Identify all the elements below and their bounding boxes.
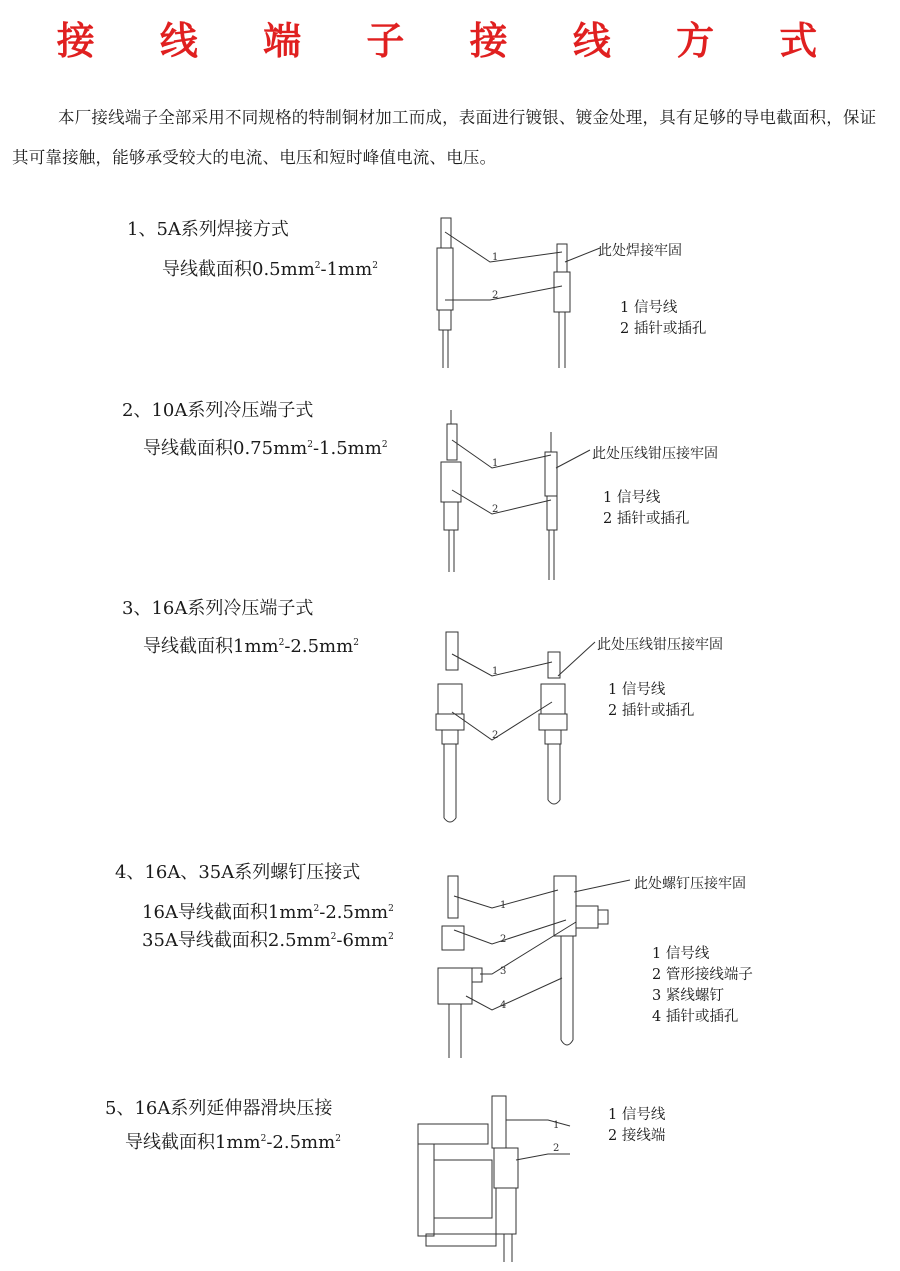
legend-item: 2 管形接线端子 xyxy=(652,967,753,983)
callout-1: 1 xyxy=(492,252,499,263)
legend-item: 3 紧线螺钉 xyxy=(652,988,724,1004)
figure-2-10a-crimp xyxy=(441,410,590,580)
section-2-note: 此处压线钳压接牢固 xyxy=(592,446,718,462)
section-2-heading: 2、10A系列冷压端子式 xyxy=(122,400,314,421)
section-4-heading: 4、16A、35A系列螺钉压接式 xyxy=(115,862,361,883)
section-1-spec: 导线截面积$0.5mm^2-1mm^2$ xyxy=(162,259,378,280)
legend-item: 2 插针或插孔 xyxy=(603,511,690,527)
callout-1: 1 xyxy=(500,900,507,911)
figure-5-slider xyxy=(418,1096,570,1262)
section-3-spec: 导线截面积$1mm^2-2.5mm^2$ xyxy=(143,636,359,657)
callout-2: 2 xyxy=(492,730,499,741)
legend-item: 2 插针或插孔 xyxy=(620,321,707,337)
section-4-note: 此处螺钉压接牢固 xyxy=(634,876,746,892)
legend-item: 2 接线端 xyxy=(608,1128,666,1144)
figure-3-16a-crimp xyxy=(436,632,595,822)
page-title: 接 线 端 子 接 线 方 式 xyxy=(56,19,844,63)
section-2-spec: 导线截面积$0.75mm^2-1.5mm^2$ xyxy=(143,438,388,459)
figure-4-screw-crimp xyxy=(438,876,630,1058)
callout-2: 2 xyxy=(553,1143,560,1154)
legend-item: 1 信号线 xyxy=(620,300,678,316)
section-4-spec-16a: 16A导线截面积$1mm^2-2.5mm^2$ xyxy=(142,902,394,923)
section-3-heading: 3、16A系列冷压端子式 xyxy=(122,598,314,619)
figure-1-soldered xyxy=(437,218,600,368)
legend-item: 4 插针或插孔 xyxy=(652,1009,739,1025)
callout-2: 2 xyxy=(500,934,507,945)
section-1-note: 此处焊接牢固 xyxy=(598,243,682,259)
callout-1: 1 xyxy=(492,458,499,469)
callout-2: 2 xyxy=(492,290,499,301)
section-1-heading: 1、5A系列焊接方式 xyxy=(127,219,289,240)
callout-3: 3 xyxy=(500,966,507,977)
callout-1: 1 xyxy=(553,1120,560,1131)
section-3-note: 此处压线钳压接牢固 xyxy=(597,637,723,653)
intro-paragraph: 本厂接线端子全部采用不同规格的特制铜材加工而成，表面进行镀银、镀金处理，具有足够的导电截面积，保证其可靠接触，能够承受较大的电流、电压和短时峰值电流、电压。 xyxy=(12,108,877,167)
section-5-spec: 导线截面积$1mm^2-2.5mm^2$ xyxy=(125,1132,341,1153)
legend-item: 1 信号线 xyxy=(652,946,710,962)
legend-item: 1 信号线 xyxy=(603,490,661,506)
section-5-heading: 5、16A系列延伸器滑块压接 xyxy=(105,1098,333,1119)
callout-2: 2 xyxy=(492,504,499,515)
legend-item: 1 信号线 xyxy=(608,682,666,698)
section-4-spec-35a: 35A导线截面积$2.5mm^2-6mm^2$ xyxy=(142,930,394,951)
callout-1: 1 xyxy=(492,666,499,677)
legend-item: 2 插针或插孔 xyxy=(608,703,695,719)
callout-4: 4 xyxy=(500,1000,507,1011)
legend-item: 1 信号线 xyxy=(608,1107,666,1123)
